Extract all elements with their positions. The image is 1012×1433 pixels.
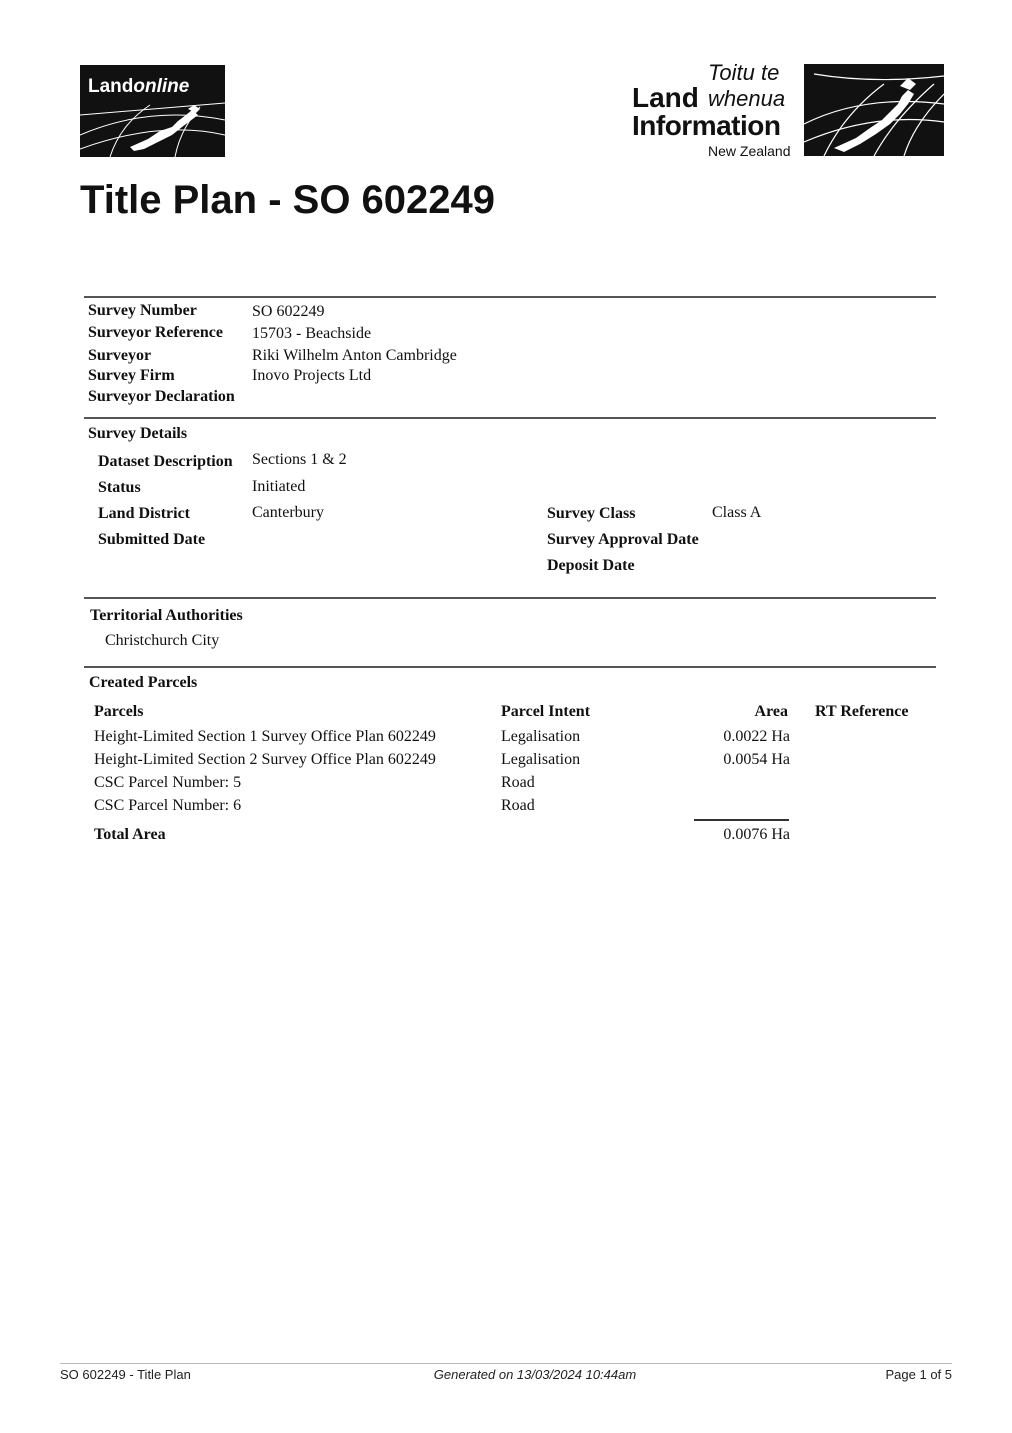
col-header-rt-reference: RT Reference <box>815 703 909 720</box>
surveyor-reference-label: Surveyor Reference <box>88 324 223 341</box>
survey-class-label: Survey Class <box>547 505 636 522</box>
parcel-name: CSC Parcel Number: 6 <box>94 797 242 814</box>
col-header-area: Area <box>754 703 788 720</box>
parcel-name: Height-Limited Section 2 Survey Office Plan 602249 <box>94 751 436 768</box>
page-title: Title Plan - SO 602249 <box>80 178 496 222</box>
linz-line-whenua: whenua <box>708 86 786 111</box>
parcel-name: CSC Parcel Number: 5 <box>94 774 242 791</box>
land-district-label: Land District <box>98 505 190 522</box>
surveyor-label: Surveyor <box>88 347 152 364</box>
section-divider <box>84 597 936 599</box>
survey-number-label: Survey Number <box>88 302 197 319</box>
linz-line-toitu: Toitu te <box>708 60 780 85</box>
parcel-intent: Road <box>501 797 535 814</box>
survey-class-value: Class A <box>712 504 762 521</box>
submitted-date-label: Submitted Date <box>98 531 206 548</box>
dataset-description-value: Sections 1 & 2 <box>252 451 347 468</box>
section-divider <box>84 417 936 419</box>
deposit-date-label: Deposit Date <box>547 557 635 574</box>
status-label: Status <box>98 479 141 496</box>
nz-globe-graphic <box>804 64 944 156</box>
created-parcels-heading: Created Parcels <box>89 674 198 691</box>
linz-line-new-zealand: New Zealand <box>708 143 791 159</box>
landonline-logo <box>80 65 225 157</box>
col-header-parcels: Parcels <box>94 703 144 720</box>
total-underline <box>694 819 789 821</box>
status-value: Initiated <box>252 478 306 495</box>
footer-document-name: SO 602249 - Title Plan <box>60 1367 191 1382</box>
parcel-area: 0.0022 Ha <box>723 728 790 745</box>
surveyor-value: Riki Wilhelm Anton Cambridge <box>252 347 457 364</box>
footer-generated-on: Generated on 13/03/2024 10:44am <box>433 1367 637 1382</box>
linz-line-land: Land <box>632 82 699 113</box>
col-header-parcel-intent: Parcel Intent <box>501 703 591 720</box>
linz-line-information: Information <box>632 110 781 141</box>
parcel-name: Height-Limited Section 1 Survey Office Plan 602249 <box>94 728 436 745</box>
survey-firm-label: Survey Firm <box>88 367 175 384</box>
section-divider <box>84 296 936 298</box>
survey-approval-date-label: Survey Approval Date <box>547 531 699 548</box>
survey-number-value: SO 602249 <box>252 303 325 320</box>
nz-map-graphic <box>80 65 225 157</box>
linz-logo <box>632 62 944 162</box>
landonline-wordmark: Landonline <box>88 76 190 97</box>
parcel-intent: Legalisation <box>501 728 581 745</box>
surveyor-reference-value: 15703 - Beachside <box>252 325 372 342</box>
territorial-authorities-heading: Territorial Authorities <box>90 607 243 624</box>
footer-divider <box>60 1363 952 1364</box>
survey-details-heading: Survey Details <box>88 425 188 442</box>
dataset-description-label: Dataset Description <box>98 453 233 470</box>
parcel-area: 0.0054 Ha <box>723 751 790 768</box>
total-area-value: 0.0076 Ha <box>723 826 790 843</box>
land-district-value: Canterbury <box>252 504 324 521</box>
surveyor-declaration-label: Surveyor Declaration <box>88 388 235 405</box>
total-area-label: Total Area <box>94 826 166 843</box>
parcel-intent: Road <box>501 774 535 791</box>
section-divider <box>84 666 936 668</box>
survey-firm-value: Inovo Projects Ltd <box>252 367 372 384</box>
footer-page-number: Page 1 of 5 <box>885 1367 952 1382</box>
parcel-intent: Legalisation <box>501 751 581 768</box>
territorial-authority-item: Christchurch City <box>105 632 220 649</box>
